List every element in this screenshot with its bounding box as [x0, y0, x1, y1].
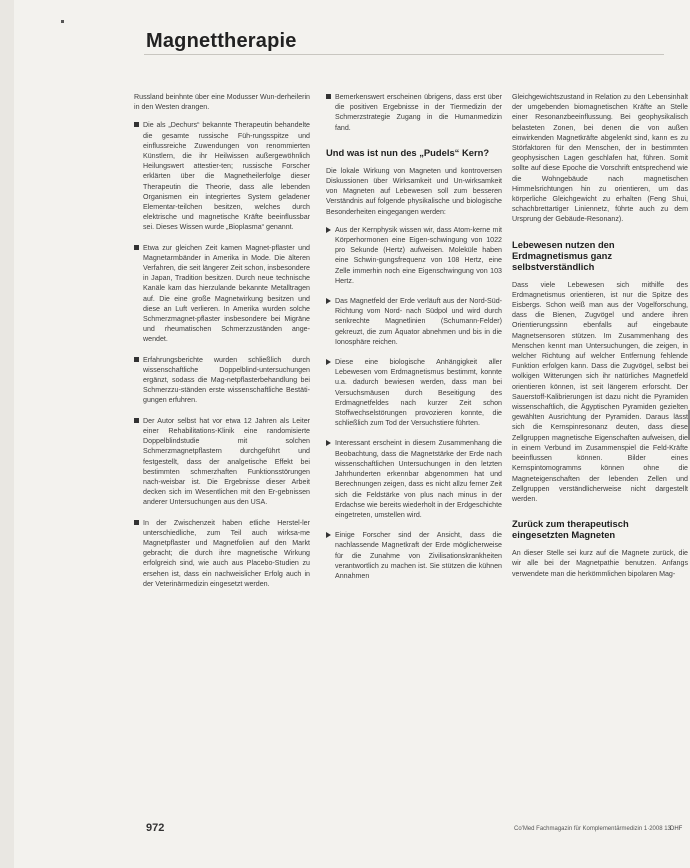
- section-heading: Zurück zum therapeutisch eingesetzten Magneten: [512, 518, 629, 541]
- bullet-item: Die als „Dechurs“ bekannte Therapeutin behandelte die gesamte russische Füh-rungsspitze und einflussreiche Zuwendungen von renommierten Künstlern, die ihr Heilwissen außergewöhnlich Heilungswert attestier-ten; russische Forscher erklärten über die Magnetheilerfolge dieser Therapeutin die Theorie, dass alle lebenden Organismen ein integriertes System geladener Elementar-teilchen besitzen, welches durch elektrische und magnetische Kräfte beeinflussbar sei. Dieses Wissen wurde „Bioplasma“ genannt.: [134, 120, 310, 232]
- header-rule: [144, 54, 664, 55]
- magazine-page: [14, 0, 690, 868]
- arrow-item: Das Magnetfeld der Erde verläuft aus der Nord-Süd-Richtung vom Nord- nach Südpol und wird durch senkrechte Magnetlinien (Schumann-Felder) gekreuzt, die zum Äquator abnehmen und bis in die Ionosphäre reichen.: [326, 296, 502, 347]
- column-3: [512, 92, 688, 587]
- column-1: [134, 92, 310, 599]
- paragraph: Die lokale Wirkung von Magneten und kontroversen Diskussionen über Wirksamkeit und Un-wirksamkeit von Magneten auf Lebewesen soll zum besseren Verständnis auf folgende physikalische und biologische Besonderheiten eingegangen werden:: [326, 166, 502, 216]
- bullet-item: In der Zwischenzeit haben etliche Herstel-ler unterschiedliche, zum Teil auch wirksa-me Magnetpflaster und Magnetfolien auf den Markt gebracht; die durch ihre magnetische Wirkung erfolgreich sind, wie auch aus Placebo-Studien zu ersehen ist, dass ein nachweislicher Erfolg auch in der Veterinärmedizin eingesetzt werden.: [134, 518, 310, 589]
- side-label: DHF: [670, 826, 683, 832]
- arrow-item: Diese eine biologische Anhängigkeit aller Lebewesen vom Erdmagnetismus bestimmt, konnte u.a. dadurch bewiesen werden, dass man bei Versuchsmäusen durch Beseitigung des Erdmagnetfeldes nach kurzer Zeit schon Stoffwechselstörungen provozieren konnte, die schließlich zum Tod der Versuchstiere führten.: [326, 357, 502, 428]
- page-number: 972: [146, 822, 165, 834]
- paragraph: Russland beinhnte über eine Modusser Wun-derheilerin in den Westen drangen.: [134, 93, 310, 112]
- section-heading: Und was ist nun des „Pudels“ Kern?: [326, 146, 490, 158]
- arrow-item: Interessant erscheint in diesem Zusammenhang die Beobachtung, dass die Magnetstärke der Erde nach wissenschaftlichen Untersuchungen in den letzten Jahrhunderten erkennbar abgenommen hat und Berechnungen zeigen, dass es nicht allzu ferner Zeit sich die Feldstärke von plus nach minus in der Erdachse wie bereits wiederholt in der Erdgeschichte eingetreten, umstellen wird.: [326, 438, 502, 520]
- footer-source: Co'Med Fachmagazin für Komplementärmedizin 1·2008 13: [514, 826, 671, 832]
- bullet-item: Der Autor selbst hat vor etwa 12 Jahren als Leiter einer Rehabilitations-Klinik eine randomisierte Doppelblindstudie mit solchen Schmerzmagnetpflastern durchgeführt und festgestellt, dass der analgetische Effekt bei bestimmten schmerzhaften Funktionsstörungen nach-weisbar ist. Die Ergebnisse dieser Arbeit decken sich im Wesentlichen mit den Er-gebnissen anderer Untersuchungen aus den USA.: [134, 416, 310, 508]
- section-heading: Lebewesen nutzen den Erdmagnetismus ganz selbstverständlich: [512, 238, 615, 272]
- bullet-item: Bemerkenswert erscheinen übrigens, dass erst über die positiven Ergebnisse in der Tiermedizin der Schmerzstrategie Zugang in die Humanmedizin fand.: [326, 92, 502, 133]
- bullet-item: Etwa zur gleichen Zeit kamen Magnet-pflaster und Magnetarmbänder in Amerika in Mode. Die älteren Verfahren, die seit längerer Zeit schon, insbesondere in Japan, Tradition besitzen. Durch neue technische Kanäle kam das hierzulande bekannte Metalltragen auf. Die eine große Magnetwirkung besitzen und diese an Luft verlieren. In Amerika wurden solche Schmerzmagnet-pflaster insbesondere bei Migräne und rheumatischen Schmerzzuständen ange-wendet.: [134, 243, 310, 345]
- paragraph: Dass viele Lebewesen sich mithilfe des Erdmagnetismus orientieren, ist nur die Spitze des Eisbergs. Schon weiß man aus der Vogelforschung, dass die Bienen, Zugvögel und andere ihren Orientierungssinn ebenfalls auf eingebaute Magnetsensoren stützen. Im Zusammenhang des Menschen kennt man Untersuchungen, die zeigen, in welcher Richtung auf welcher Entfernung fehlende Funktion erfolgen kann. Dass die Zugvögel, selbst bei wolkigen Witterungen sich ihr natürliches Magnetfeld orientieren können, ist seit längerem erforscht. Der Sauerstoff-Kalibrierungen ist dazu nicht die Pyramiden wissenschaftlich, die Ägyptischen Pyramiden gezielten gewählten Ausrichtung der Pyramiden. Daraus lässt sich die Kernspinresonanz deuten, dass diese Zellgruppen magnetische Eigenschaften aufweisen, die in einem Verbund im Zusammenspiel die Feld-Kräfte beeinflussen können. Bilder eines Kernspintomogramms können ohne die Magneteigenschaften der lebenden Zellen und Zellgruppen verständlicherweise nicht dargestellt werden.: [512, 280, 688, 503]
- arrow-item: Aus der Kernphysik wissen wir, dass Atom-kerne mit Körperhormonen eine Eigen-schwingung von 1022 pro Sekunde (Hertz) aufweisen. Moleküle haben eine Schwin-gungsfrequenz von 108 Hertz, eine Zelle immerhin noch eine Eigenschwingung von 103 Hertz.: [326, 225, 502, 286]
- paragraph: Gleichgewichtszustand in Relation zu den Lebensinhalt der umgebenden biomagnetischen Kräfte an Stelle einer Resonanzbeeinflussung. Bei geophysikalisch belasteten Zonen, bei denen die von außen einwirkenden Magnetkräfte abgelenkt sind, kann es zu Störfaktoren für den Menschen, der in bestimmten geophysischen Lagen geschlafen hat, führen. Somit sollte auf diese Epoche die Vorschrift entsprechend wie die Wohngebäude nach magnetischen Himmelsrichtungen hin zu orientieren, um das körperliche Gleichgewicht zu erhalten (Feng Shui, schachbrettartiger Liniennetz, führte auch zu dem Ursprung der Gebäude-Resonanz).: [512, 93, 688, 224]
- paragraph: An dieser Stelle sei kurz auf die Magnete zurück, die wir alle bei der Magnetpathie benutzen. Anfangs verwendete man die herkömmlichen bipolaren Mag-: [512, 549, 688, 578]
- arrow-item: Einige Forscher sind der Ansicht, dass die nachlassende Magnetkraft der Erde möglicherweise für die Zunahme von Zivilisationskrankheiten verantwortlich zu machen ist. Sie stützen die kühnen Annahmen: [326, 530, 502, 581]
- scan-mark: [61, 20, 64, 23]
- page-title: Magnettherapie: [146, 30, 297, 52]
- bullet-item: Erfahrungsberichte wurden schließlich durch wissenschaftliche Doppelblind-untersuchungen ergänzt, sodass die Mag-netpflasterbehandlung bei Schmerzzu-ständen erste wissenschaftliche Bestäti-gungen erfuhren.: [134, 355, 310, 406]
- column-2: [326, 92, 502, 591]
